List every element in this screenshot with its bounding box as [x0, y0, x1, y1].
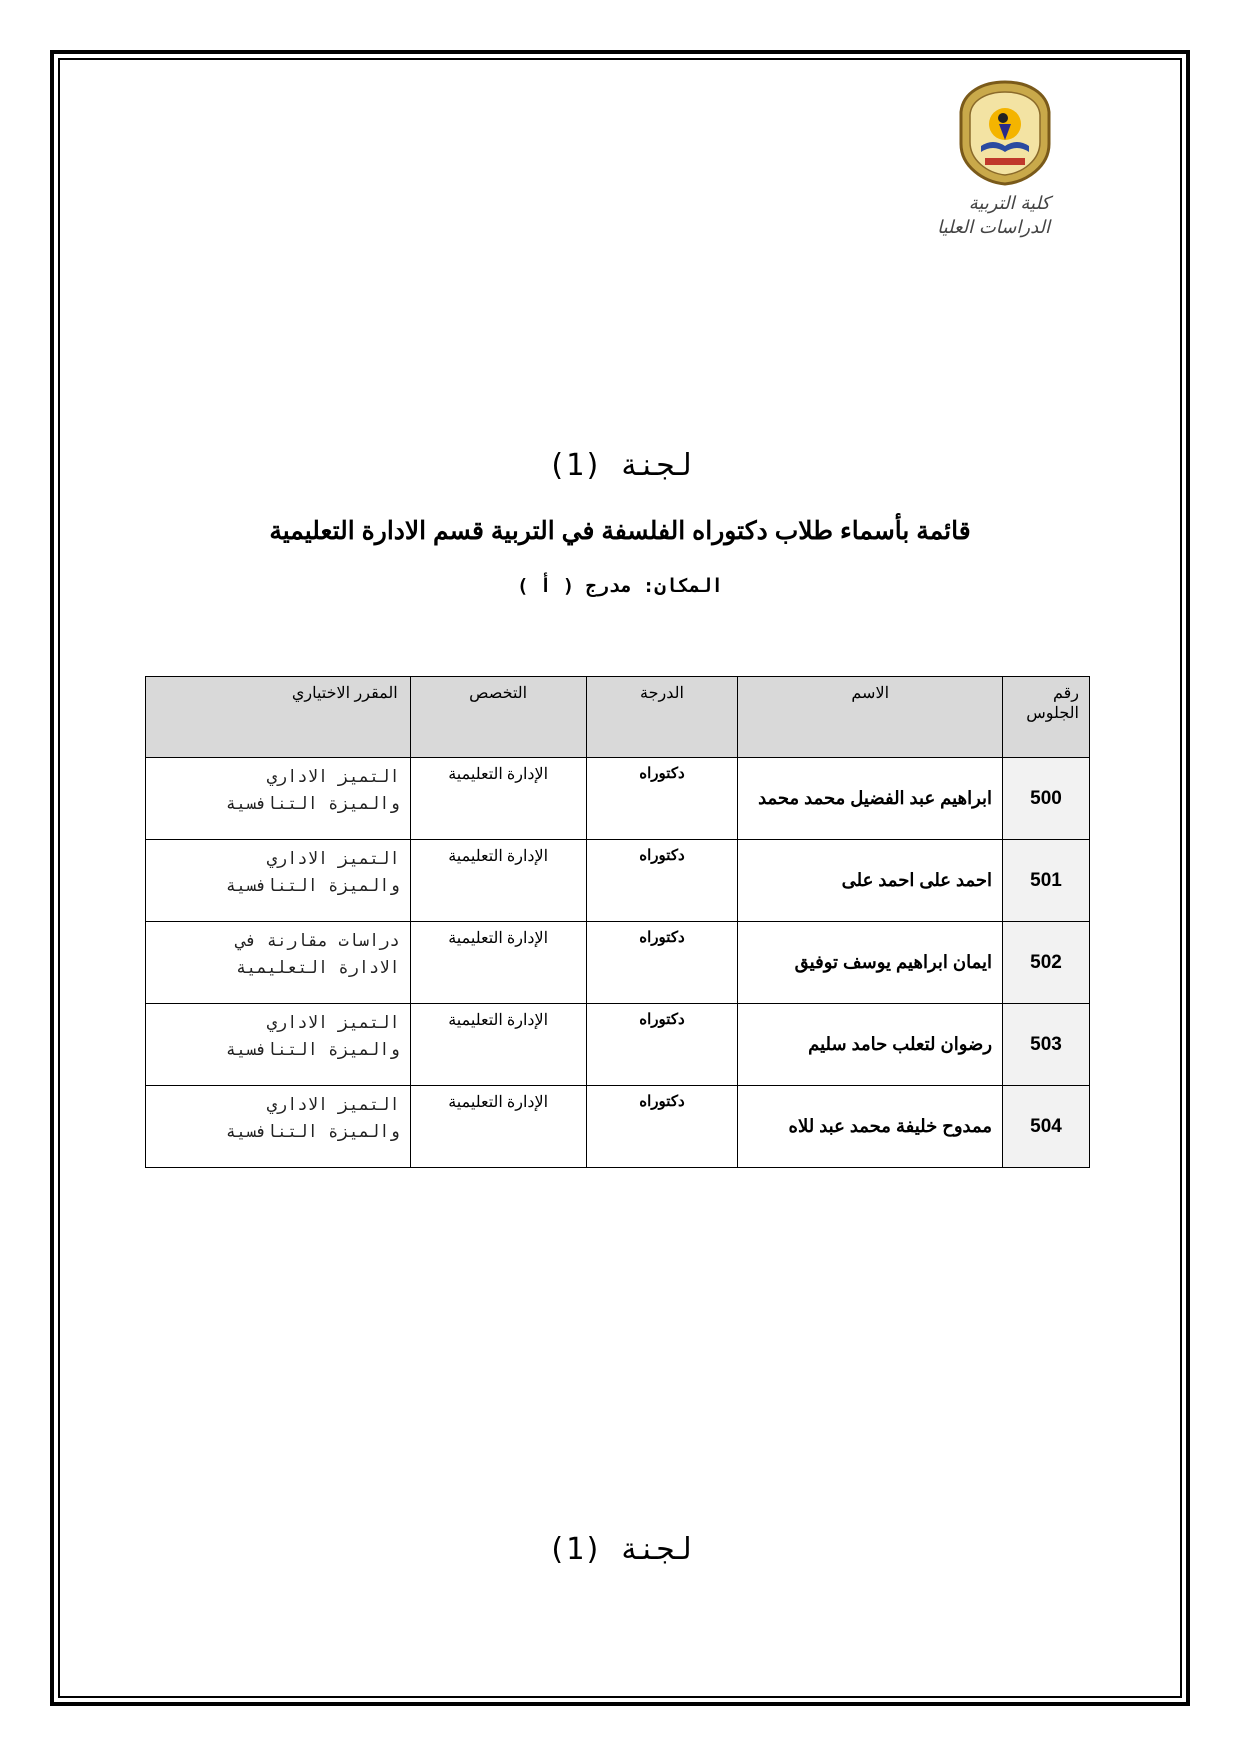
committee-label: لجنة (1) — [547, 448, 693, 483]
department-name: الدراسات العليا — [937, 217, 1050, 238]
elective-line-2: والميزة التنافسية — [225, 794, 400, 814]
seat-number: 502 — [1003, 922, 1090, 1004]
elective-line-1: دراسات مقارنة في — [235, 931, 400, 951]
elective-line-2: والميزة التنافسية — [225, 1122, 400, 1142]
header-elective: المقرر الاختياري — [146, 677, 411, 758]
student-name: ابراهيم عبد الفضيل محمد محمد — [738, 758, 1003, 840]
elective-course — [146, 922, 411, 1004]
table-row — [146, 1004, 1090, 1086]
header-name: الاسم — [738, 677, 1003, 758]
degree: دكتوراه — [586, 1086, 738, 1168]
specialization: الإدارة التعليمية — [410, 922, 586, 1004]
elective-line-1: التميز الاداري — [266, 1013, 400, 1033]
table-header-row — [146, 677, 1090, 758]
list-title: قائمة بأسماء طلاب دكتوراه الفلسفة في التربية قسم الادارة التعليمية — [269, 517, 971, 545]
table-row — [146, 840, 1090, 922]
header-specialization: التخصص — [410, 677, 586, 758]
specialization: الإدارة التعليمية — [410, 1004, 586, 1086]
degree: دكتوراه — [586, 922, 738, 1004]
student-name: رضوان لتعلب حامد سليم — [738, 1004, 1003, 1086]
seat-number: 503 — [1003, 1004, 1090, 1086]
header-degree: الدرجة — [586, 677, 738, 758]
specialization: الإدارة التعليمية — [410, 840, 586, 922]
seat-number: 504 — [1003, 1086, 1090, 1168]
degree: دكتوراه — [586, 758, 738, 840]
table-row — [146, 922, 1090, 1004]
faculty-logo — [955, 78, 1055, 188]
elective-line-1: التميز الاداري — [266, 849, 400, 869]
elective-course — [146, 1086, 411, 1168]
table-row — [146, 758, 1090, 840]
table-row — [146, 1086, 1090, 1168]
elective-line-2: والميزة التنافسية — [225, 876, 400, 896]
footer-committee-label: لجنة (1) — [547, 1532, 693, 1567]
students-table — [145, 676, 1090, 1168]
degree: دكتوراه — [586, 1004, 738, 1086]
elective-line-1: التميز الاداري — [266, 767, 400, 787]
header-seat-number: رقم الجلوس — [1003, 677, 1090, 758]
elective-line-1: التميز الاداري — [266, 1095, 400, 1115]
specialization: الإدارة التعليمية — [410, 1086, 586, 1168]
degree: دكتوراه — [586, 840, 738, 922]
exam-place: المكان: مدرج ( أ ) — [517, 575, 723, 597]
elective-line-2: الادارة التعليمية — [235, 958, 400, 978]
elective-line-2: والميزة التنافسية — [225, 1040, 400, 1060]
faculty-header — [937, 192, 1050, 240]
student-name: احمد على احمد على — [738, 840, 1003, 922]
student-name: ايمان ابراهيم يوسف توفيق — [738, 922, 1003, 1004]
specialization: الإدارة التعليمية — [410, 758, 586, 840]
elective-course — [146, 758, 411, 840]
seat-number: 500 — [1003, 758, 1090, 840]
elective-course — [146, 840, 411, 922]
seat-number: 501 — [1003, 840, 1090, 922]
faculty-name: كلية التربية — [968, 193, 1050, 214]
student-name: ممدوح خليفة محمد عبد للاه — [738, 1086, 1003, 1168]
elective-course — [146, 1004, 411, 1086]
